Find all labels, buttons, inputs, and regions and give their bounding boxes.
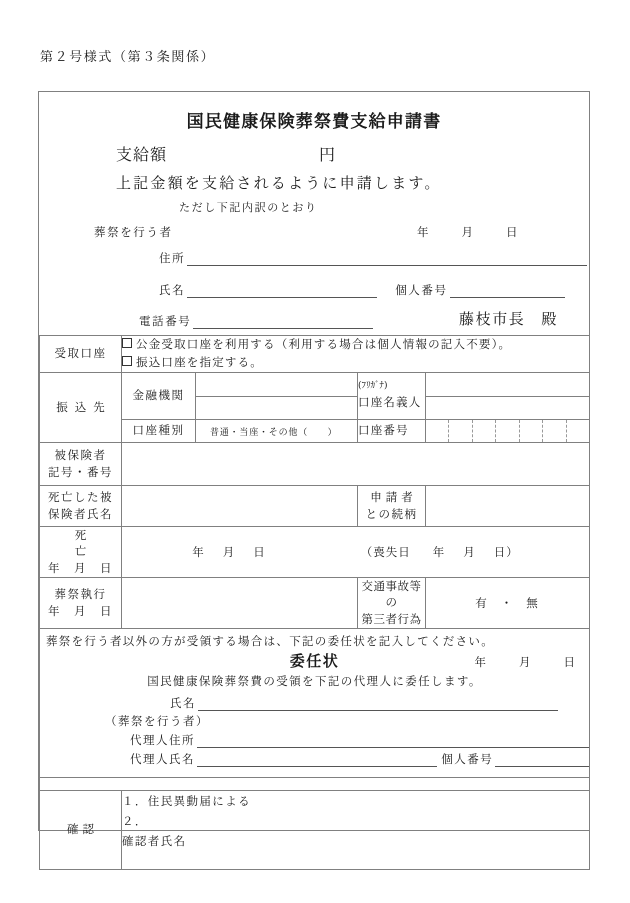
proxy-principal-name-input[interactable]	[198, 697, 558, 711]
account-digit-cell[interactable]	[567, 420, 589, 442]
addressee-name: 藤枝市長	[459, 310, 526, 328]
account-digit-cell[interactable]	[473, 420, 496, 442]
proxy-body-text: 国民健康保険葬祭費の受領を下記の代理人に委任します。	[147, 673, 482, 688]
addressee	[459, 308, 558, 329]
account-digit-cell[interactable]	[449, 420, 472, 442]
option-specify-account-label: 振込口座を指定する。	[136, 354, 263, 369]
third-party-yes[interactable]: 有	[475, 595, 489, 610]
third-party-no[interactable]: 無	[526, 595, 540, 610]
insured-symbol-input[interactable]	[122, 442, 590, 485]
table-row-death-date	[40, 526, 590, 577]
application-date-year: 年	[417, 225, 429, 239]
death-date-label-line1: 死亡	[74, 527, 117, 559]
confirmation-item-2[interactable]: ２．	[122, 813, 148, 828]
funeral-date-label	[40, 577, 122, 628]
deceased-name-label-line1: 死亡した被	[48, 489, 113, 504]
proxy-date-year: 年	[474, 654, 486, 669]
declaration-text: 上記金額を支給されるように申請します。	[116, 174, 442, 192]
addressee-honorific: 殿	[541, 310, 559, 328]
proxy-agent-name-input[interactable]	[197, 753, 437, 767]
account-type-label: 口座種別	[122, 419, 196, 442]
applicant-mynumber-label: 個人番号	[395, 283, 448, 297]
death-date-label-line2: 年 月 日	[48, 560, 113, 575]
table-row-confirmation	[40, 790, 590, 869]
institution-input-cell[interactable]	[196, 372, 358, 419]
proxy-agent-mynumber-label: 個人番号	[441, 751, 494, 766]
account-type-options[interactable]	[196, 419, 358, 442]
proxy-agent-address-field[interactable]	[40, 729, 589, 748]
application-date-day: 日	[506, 225, 518, 239]
confirmation-label	[40, 790, 122, 869]
proviso-text: ただし下記内訳のとおり	[179, 201, 318, 214]
death-date-year: 年	[192, 544, 205, 559]
loss-date-month: 月	[463, 544, 476, 559]
confirmation-item-1: １．住民異動届による	[122, 793, 251, 808]
applicant-tel-label: 電話番号	[139, 314, 192, 328]
applicant-name-field[interactable]	[159, 282, 565, 298]
amount-unit: 円	[319, 145, 337, 164]
account-digit-cell[interactable]	[543, 420, 566, 442]
table-row-transfer-institution	[40, 372, 590, 419]
transfer-label-text: 振込先	[56, 399, 112, 414]
loss-date-year: 年	[432, 544, 446, 559]
proxy-title: 委任状	[289, 651, 340, 670]
transfer-label	[40, 372, 122, 442]
receipt-account-options	[122, 336, 590, 373]
applicant-tel-input[interactable]	[193, 315, 373, 329]
option-public-account[interactable]	[122, 336, 589, 354]
proxy-principal-sub-label: （葬祭を行う者）	[105, 713, 209, 728]
insured-symbol-label-line1: 被保険者	[54, 447, 107, 462]
proxy-agent-mynumber-input[interactable]	[495, 753, 589, 767]
proxy-principal-sub	[40, 711, 589, 729]
holder-input[interactable]	[426, 373, 589, 419]
account-number-label: 口座番号	[358, 419, 426, 442]
death-date-month: 月	[222, 544, 236, 559]
insured-symbol-label	[40, 442, 122, 485]
deceased-name-label	[40, 485, 122, 526]
account-number-cells[interactable]	[426, 420, 589, 442]
proxy-agent-name-label: 代理人氏名	[130, 751, 195, 766]
option-public-account-label: 公金受取口座を利用する（利用する場合は個人情報の記入不要）。	[136, 337, 512, 351]
checkbox-icon[interactable]	[122, 356, 132, 366]
payment-amount-row	[116, 142, 336, 165]
deceased-name-label-line2: 保険者氏名	[48, 506, 113, 521]
account-digit-cell[interactable]	[496, 420, 519, 442]
table-row-spacer	[40, 777, 590, 790]
applicant-name-input[interactable]	[187, 284, 377, 298]
proxy-note: 葬祭を行う者以外の方が受領する場合は、下記の委任状を記入してください。	[46, 633, 494, 648]
applicant-address-label: 住所	[159, 251, 186, 265]
account-digit-cell[interactable]	[426, 420, 449, 442]
form-table	[39, 335, 590, 870]
form-header-block	[39, 92, 589, 335]
institution-label: 金融機関	[122, 372, 196, 419]
table-row-receipt-account	[40, 336, 590, 373]
proxy-bottom-spacer	[40, 767, 589, 777]
choice-separator: ・	[500, 595, 515, 610]
holder-input-cell[interactable]	[426, 372, 590, 419]
applicant-role-label: 葬祭を行う者	[94, 225, 173, 239]
spacer-cell	[40, 777, 590, 790]
proxy-date-month: 月	[519, 654, 531, 669]
relation-input[interactable]	[426, 485, 590, 526]
checkbox-icon[interactable]	[122, 338, 132, 348]
third-party-choice[interactable]	[426, 577, 590, 628]
application-date	[417, 224, 518, 240]
proxy-title-row	[40, 649, 589, 673]
option-specify-account[interactable]	[122, 354, 589, 372]
insured-symbol-label-line2: 記号・番号	[48, 464, 113, 479]
loss-date-day: 日）	[493, 544, 519, 559]
application-date-month: 月	[461, 225, 473, 239]
loss-date-label: （喪失日	[360, 544, 411, 559]
funeral-date-label-line2: 年 月 日	[48, 603, 113, 618]
proxy-agent-name-field[interactable]	[40, 748, 589, 767]
relation-label-line1: 申請者	[370, 489, 417, 504]
relation-label	[358, 485, 426, 526]
account-digit-cell[interactable]	[520, 420, 543, 442]
confirmation-item-3[interactable]: 確認者氏名	[122, 833, 187, 848]
proxy-agent-address-label: 代理人住所	[130, 732, 195, 747]
proxy-block	[40, 628, 590, 777]
account-number-input-cell[interactable]	[426, 419, 590, 442]
confirmation-label-text: 確認	[67, 822, 98, 837]
holder-name-label: 口座名義人	[358, 394, 422, 409]
receipt-account-label: 受取口座	[40, 336, 122, 373]
deceased-name-input[interactable]	[122, 485, 358, 526]
death-date-input[interactable]	[122, 526, 590, 577]
applicant-name-label: 氏名	[159, 283, 186, 297]
table-row-insured-symbol	[40, 442, 590, 485]
table-row-proxy	[40, 628, 590, 777]
third-party-label-line2: 第三者行為	[361, 611, 422, 626]
table-row-funeral-date	[40, 577, 590, 628]
proxy-agent-address-input[interactable]	[197, 734, 589, 748]
proxy-principal-name-label: 氏名	[170, 695, 196, 710]
proxy-date	[475, 654, 576, 670]
account-type-options-text: 普通・当座・その他（ ）	[210, 427, 338, 438]
page-title: 国民健康保険葬祭費支給申請書	[186, 112, 442, 132]
applicant-mynumber-input[interactable]	[450, 284, 565, 298]
table-row-account-type	[40, 419, 590, 442]
third-party-label	[358, 577, 426, 628]
proxy-principal-name-field[interactable]	[40, 692, 589, 711]
table-row-deceased-name	[40, 485, 590, 526]
institution-input[interactable]	[196, 373, 357, 419]
relation-label-line2: との続柄	[365, 506, 418, 521]
death-date-label	[40, 526, 122, 577]
death-date-day: 日	[253, 544, 266, 559]
applicant-address-input[interactable]	[187, 252, 587, 266]
applicant-address-field[interactable]	[159, 250, 587, 266]
third-party-label-line1: 交通事故等の	[361, 578, 422, 610]
form-sheet	[38, 91, 590, 848]
holder-label-cell	[358, 372, 426, 419]
holder-kana-label: (ﾌﾘｶﾞﾅ)	[358, 380, 388, 391]
funeral-date-input[interactable]	[122, 577, 358, 628]
proxy-date-day: 日	[563, 654, 575, 669]
funeral-date-label-line1: 葬祭執行	[54, 586, 107, 601]
confirmation-content	[122, 790, 590, 869]
applicant-tel-field[interactable]	[139, 313, 373, 329]
form-number: 第２号様式（第３条関係）	[40, 50, 216, 65]
amount-label: 支給額	[116, 145, 168, 164]
